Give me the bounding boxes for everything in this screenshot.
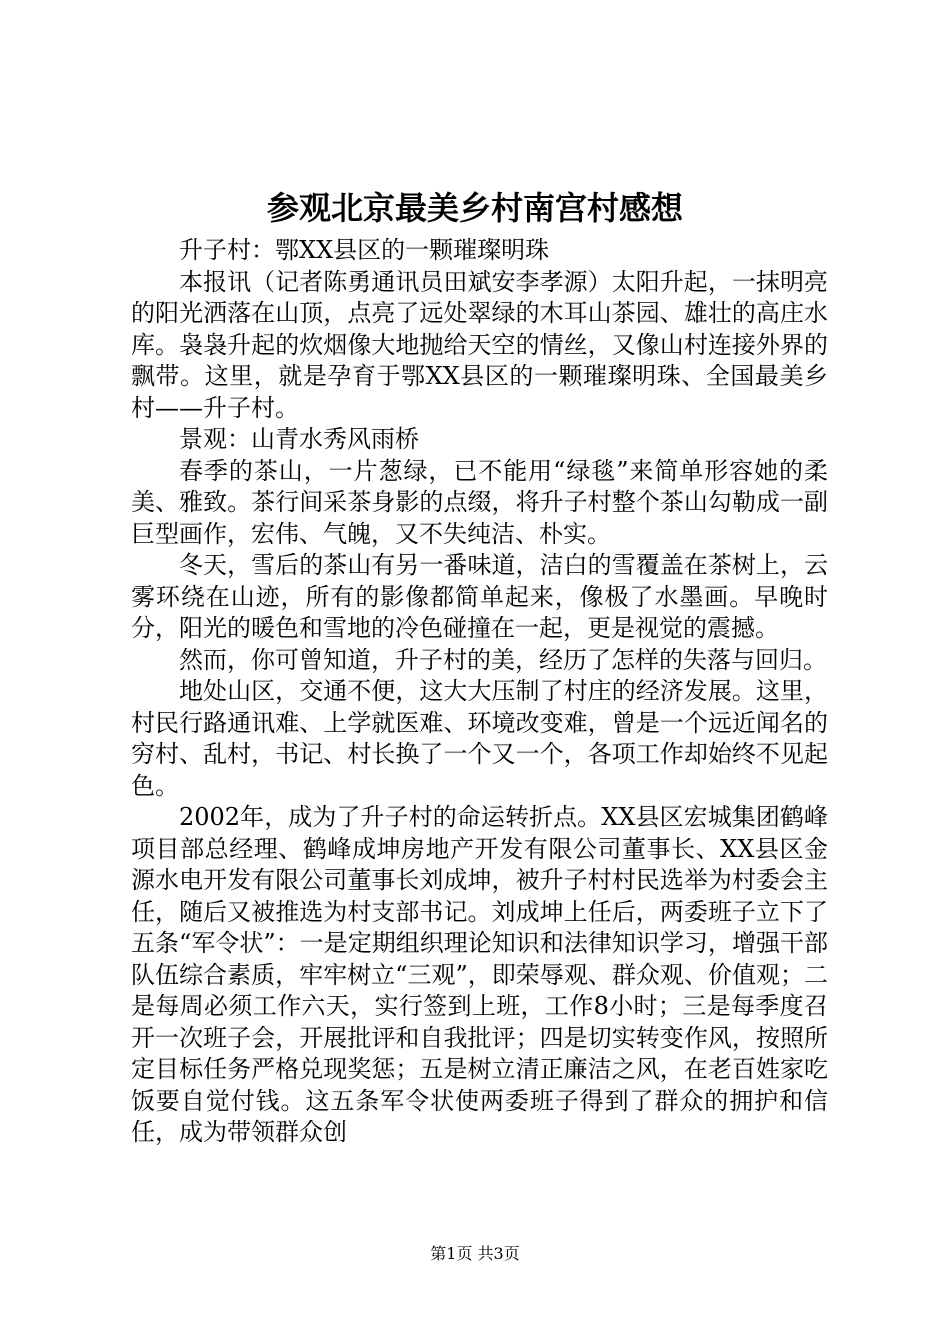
paragraph: 本报讯（记者陈勇通讯员田斌安李孝源）太阳升起，一抹明亮的阳光洒落在山顶，点亮了远处翠绿的木耳山茶园、雄壮的高庄水库。袅袅升起的炊烟像大地抛给天空的情丝，又像山村连接外界的飘带。这里，就是孕育于鄂XX县区的一颗璀璨明珠、全国最美乡村——升子村。 (131, 267, 828, 422)
paragraph: 冬天，雪后的茶山有另一番味道，洁白的雪覆盖在茶树上，云雾环绕在山迹，所有的影像都简单起来，像极了水墨画。早晚时分，阳光的暖色和雪地的冷色碰撞在一起，更是视觉的震撼。 (131, 551, 828, 642)
paragraph: 升子村：鄂XX县区的一颗璀璨明珠 (179, 236, 550, 264)
document-body (131, 235, 828, 1149)
paragraph: 春季的茶山，一片葱绿，已不能用“绿毯”来简单形容她的柔美、雅致。茶行间采茶身影的点缀，将升子村整个茶山勾勒成一副巨型画作，宏伟、气魄，又不失纯洁、朴实。 (131, 456, 828, 548)
paragraph: 2002年，成为了升子村的命运转折点。XX县区宏城集团鹤峰项目部总经理、鹤峰成坤房地产开发有限公司董事长、XX县区金源水电开发有限公司董事长刘成坤，被升子村村民选举为村委会主任，随后又被推选为村支部书记。刘成坤上任后，两委班子立下了五条“军令状”：一是定期组织理论知识和法律知识学习，增强干部队伍综合素质，牢牢树立“三观”，即荣辱观、群众观、价值观；二是每周必须工作六天，实行签到上班，工作8小时；三是每季度召开一次班子会，开展批评和自我批评；四是切实转变作风，按照所定目标任务严格兑现奖惩；五是树立清正廉洁之风，在老百姓家吃饭要自觉付钱。这五条军令状使两委班子得到了群众的拥护和信任，成为带领群众创 (131, 803, 828, 1146)
paragraph: 然而，你可曾知道，升子村的美，经历了怎样的失落与回归。 (179, 645, 827, 674)
page-number-footer: 第1页 共3页 (430, 1244, 520, 1263)
paragraph: 地处山区，交通不便，这大大压制了村庄的经济发展。这里，村民行路通讯难、上学就医难、环境改变难，曾是一个远近闻名的穷村、乱村，书记、村长换了一个又一个，各项工作却始终不见起色。 (131, 677, 828, 800)
paragraph: 景观：山青水秀风雨桥 (179, 425, 419, 453)
document-title: 参观北京最美乡村南宫村感想 (266, 189, 683, 227)
